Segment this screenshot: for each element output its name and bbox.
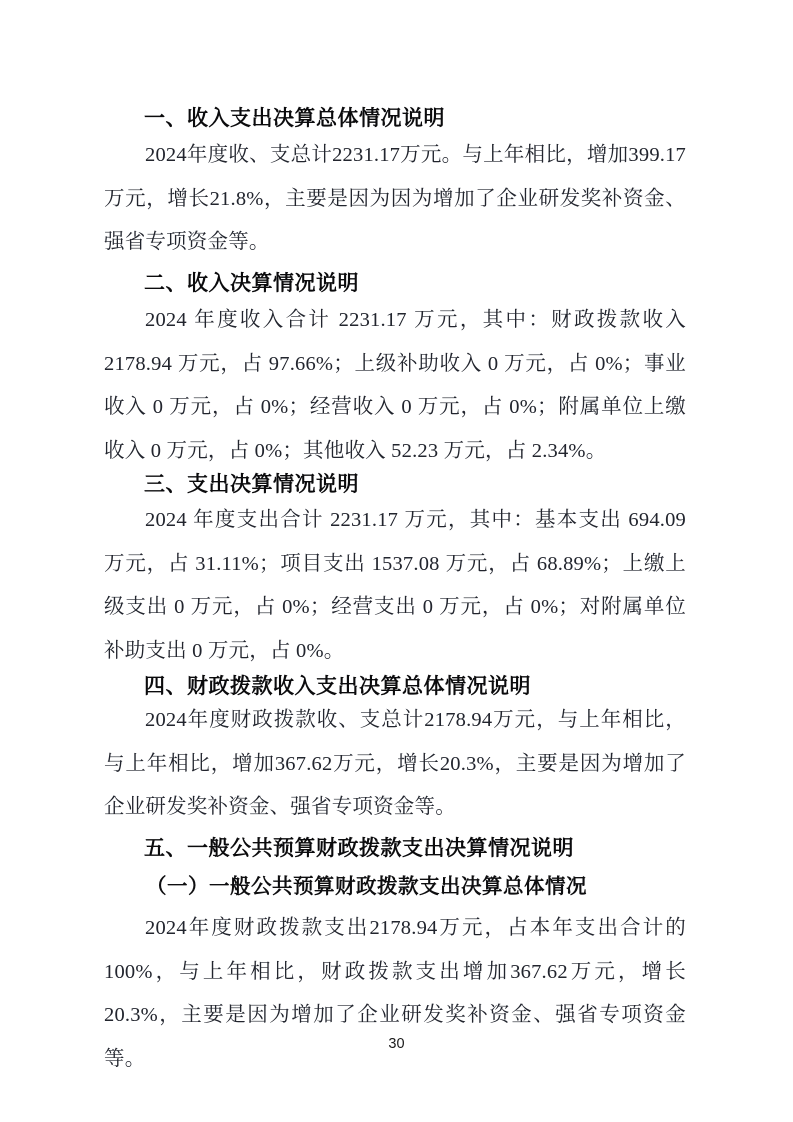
section-3-heading: 三、支出决算情况说明 — [144, 473, 359, 496]
section-4-heading: 四、财政拨款收入支出决算总体情况说明 — [144, 675, 531, 698]
section-1-paragraph: 2024年度收、支总计2231.17万元。与上年相比，增加399.17万元，增长21.8%，主要是因为因为增加了企业研发奖补资金、强省专项资金等。 — [104, 144, 686, 253]
section-5-heading: 五、一般公共预算财政拨款支出决算情况说明 — [144, 837, 574, 860]
section-5-paragraph: 2024年度财政拨款支出2178.94万元，占本年支出合计的100%，与上年相比，财政拨款支出增加367.62万元，增长20.3%，主要是因为增加了企业研发奖补资金、强省专项资金等。 — [104, 917, 686, 1070]
section-1-heading: 一、收入支出决算总体情况说明 — [144, 107, 445, 130]
section-4-paragraph: 2024年度财政拨款收、支总计2178.94万元，与上年相比，与上年相比，增加367.62万元，增长20.3%，主要是因为增加了企业研发奖补资金、强省专项资金等。 — [104, 709, 686, 818]
section-2-paragraph: 2024 年度收入合计 2231.17 万元，其中：财政拨款收入 2178.94 万元，占 97.66%；上级补助收入 0 万元，占 0%；事业收入 0 万元，占 0%；经营收入 0 万元，占 0%；附属单位上缴收入 0 万元，占 0%；其他收入 52.23 万元，占 2.34%。 — [104, 309, 686, 462]
section-2-heading: 二、收入决算情况说明 — [144, 272, 359, 295]
section-3-paragraph: 2024 年度支出合计 2231.17 万元，其中：基本支出 694.09 万元，占 31.11%；项目支出 1537.08 万元，占 68.89%；上缴上级支出 0 万元，占 0%；经营支出 0 万元，占 0%；对附属单位补助支出 0 万元，占 0%。 — [104, 509, 686, 662]
section-5-subheading: （一）一般公共预算财政拨款支出决算总体情况 — [146, 876, 587, 898]
page-number: 30 — [388, 1036, 405, 1052]
